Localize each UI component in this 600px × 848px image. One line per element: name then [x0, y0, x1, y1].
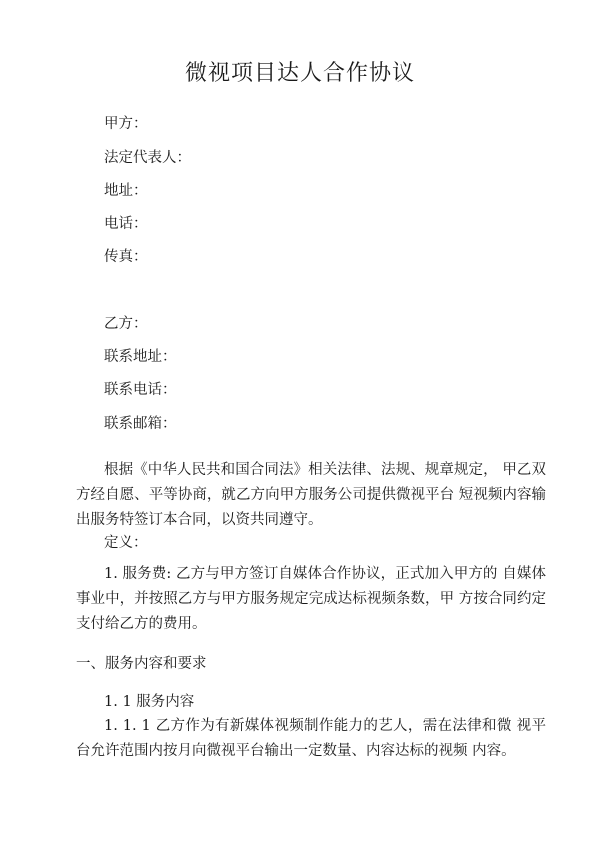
party-a-address-label: 地址：: [104, 183, 148, 199]
section-1-heading: 一、服务内容和要求: [76, 656, 207, 672]
party-b-contact-email-label: 联系邮箱：: [104, 416, 177, 432]
party-b-contact-phone-label: 联系电话：: [104, 382, 177, 398]
preamble-paragraph: 根据《中华人民共和国合同法》相关法律、法规、规章规定， 甲乙双方经自愿、平等协商，就乙方向甲方服务公司提供微视平台 短视频内容输出服务特签订本合同，以资共同遵守。: [76, 462, 546, 528]
legal-representative-label: 法定代表人：: [104, 150, 191, 166]
party-b-label: 乙方：: [104, 316, 148, 332]
definition-heading: 定义：: [104, 535, 148, 551]
party-b-contact-address-label: 联系地址：: [104, 349, 177, 365]
party-a-fax-label: 传真：: [104, 249, 148, 265]
section-1-1-1-paragraph: 1. 1. 1 乙方作为有新媒体视频制作能力的艺人，需在法律和微 视平台允许范围内按月向微视平台输出一定数量、内容达标的视频 内容。: [76, 718, 546, 759]
party-a-label: 甲方：: [104, 116, 148, 132]
party-a-phone-label: 电话：: [104, 216, 148, 232]
definition-item-1: 1. 服务费: 乙方与甲方签订自媒体合作协议，正式加入甲方的 自媒体事业中，并按照乙方与甲方服务规定完成达标视频条数，甲 方按合同约定支付给乙方的费用。: [76, 566, 546, 632]
section-1-1-heading: 1. 1 服务内容: [104, 694, 195, 710]
document-title: 微视项目达人合作协议: [184, 61, 415, 86]
